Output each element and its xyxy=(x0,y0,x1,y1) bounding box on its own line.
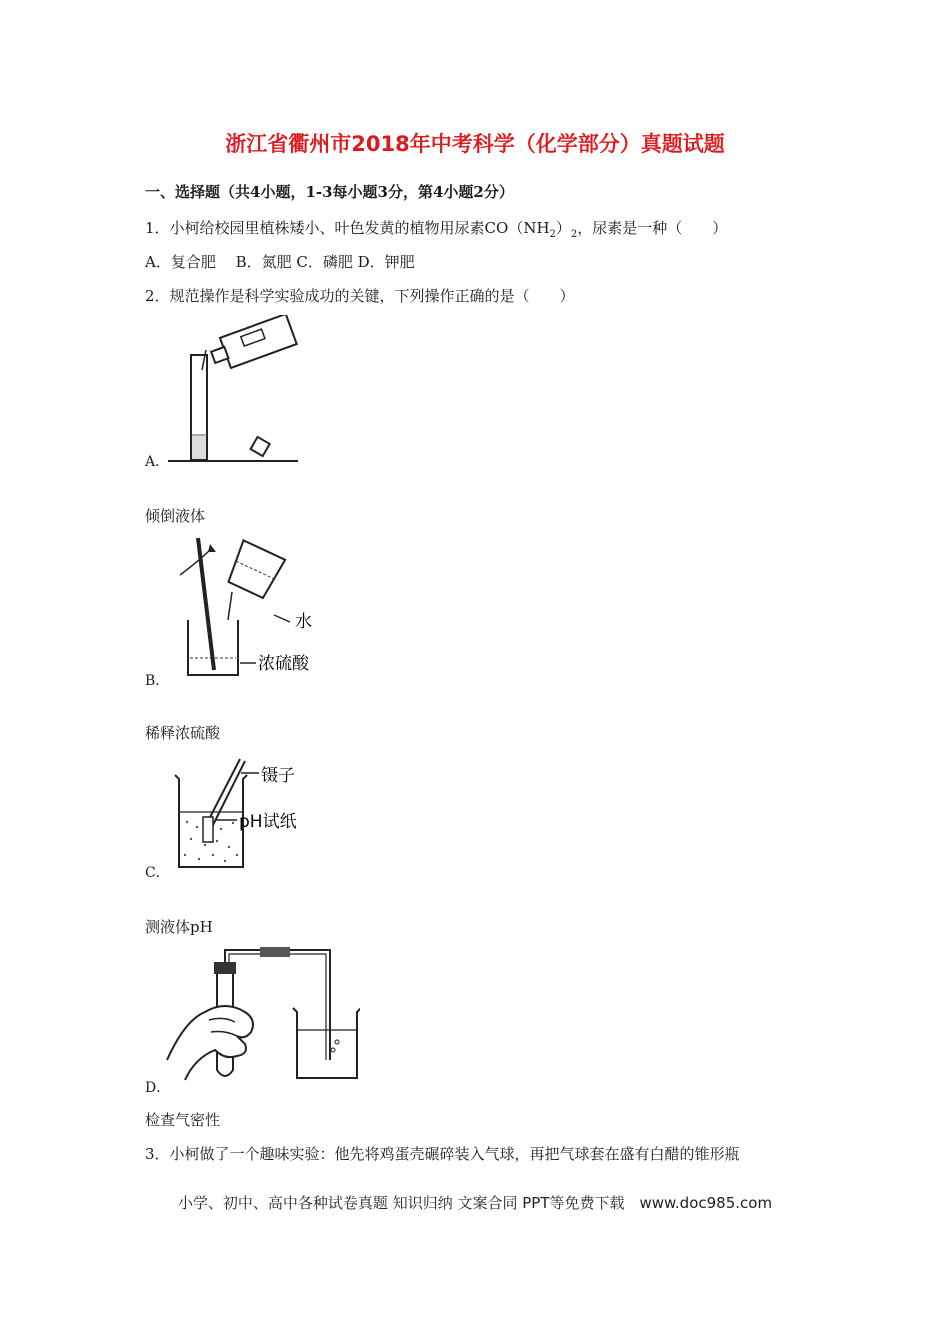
option-c-caption: 测液体pH xyxy=(145,918,213,936)
page-footer: 小学、初中、高中各种试卷真题 知识归纳 文案合同 PPT等免费下载 www.doc985.com xyxy=(177,1194,773,1212)
option-d-caption: 检查气密性 xyxy=(145,1111,221,1129)
option-c-figure xyxy=(165,757,335,876)
question-1-options: A．复合肥 B．氮肥 C．磷肥 D．钾肥 xyxy=(145,253,415,271)
water-label: 水 xyxy=(295,612,312,632)
option-b-caption: 稀释浓硫酸 xyxy=(145,724,221,742)
ph-paper-label: pH试纸 xyxy=(239,812,297,832)
option-d-figure xyxy=(165,940,360,1094)
option-a-figure xyxy=(168,315,303,469)
option-d-letter: D． xyxy=(145,1080,171,1096)
sulfuric-acid-label: 浓硫酸 xyxy=(258,654,309,674)
section-heading: 一、选择题（共4小题，1-3每小题3分，第4小题2分） xyxy=(145,183,514,201)
option-b-letter: B． xyxy=(145,673,170,689)
option-a-letter: A． xyxy=(145,454,170,470)
question-1-stem: 1．小柯给校园里植株矮小、叶色发黄的植物用尿素$CO(NH_2)_2$，尿素是一种（ ） xyxy=(145,219,728,240)
question-2-stem: 2．规范操作是科学实验成功的关键，下列操作正确的是（ ） xyxy=(145,287,575,305)
question-3-stem: 3．小柯做了一个趣味实验：他先将鸡蛋壳碾碎装入气球，再把气球套在盛有白醋的锥形瓶 xyxy=(145,1145,740,1163)
option-a-caption: 倾倒液体 xyxy=(145,507,206,525)
tweezers-label: 镊子 xyxy=(261,766,295,786)
option-b-figure xyxy=(170,530,335,689)
option-c-letter: C． xyxy=(145,865,170,881)
document-title: 浙江省衢州市2018年中考科学（化学部分）真题试题 xyxy=(225,132,725,156)
